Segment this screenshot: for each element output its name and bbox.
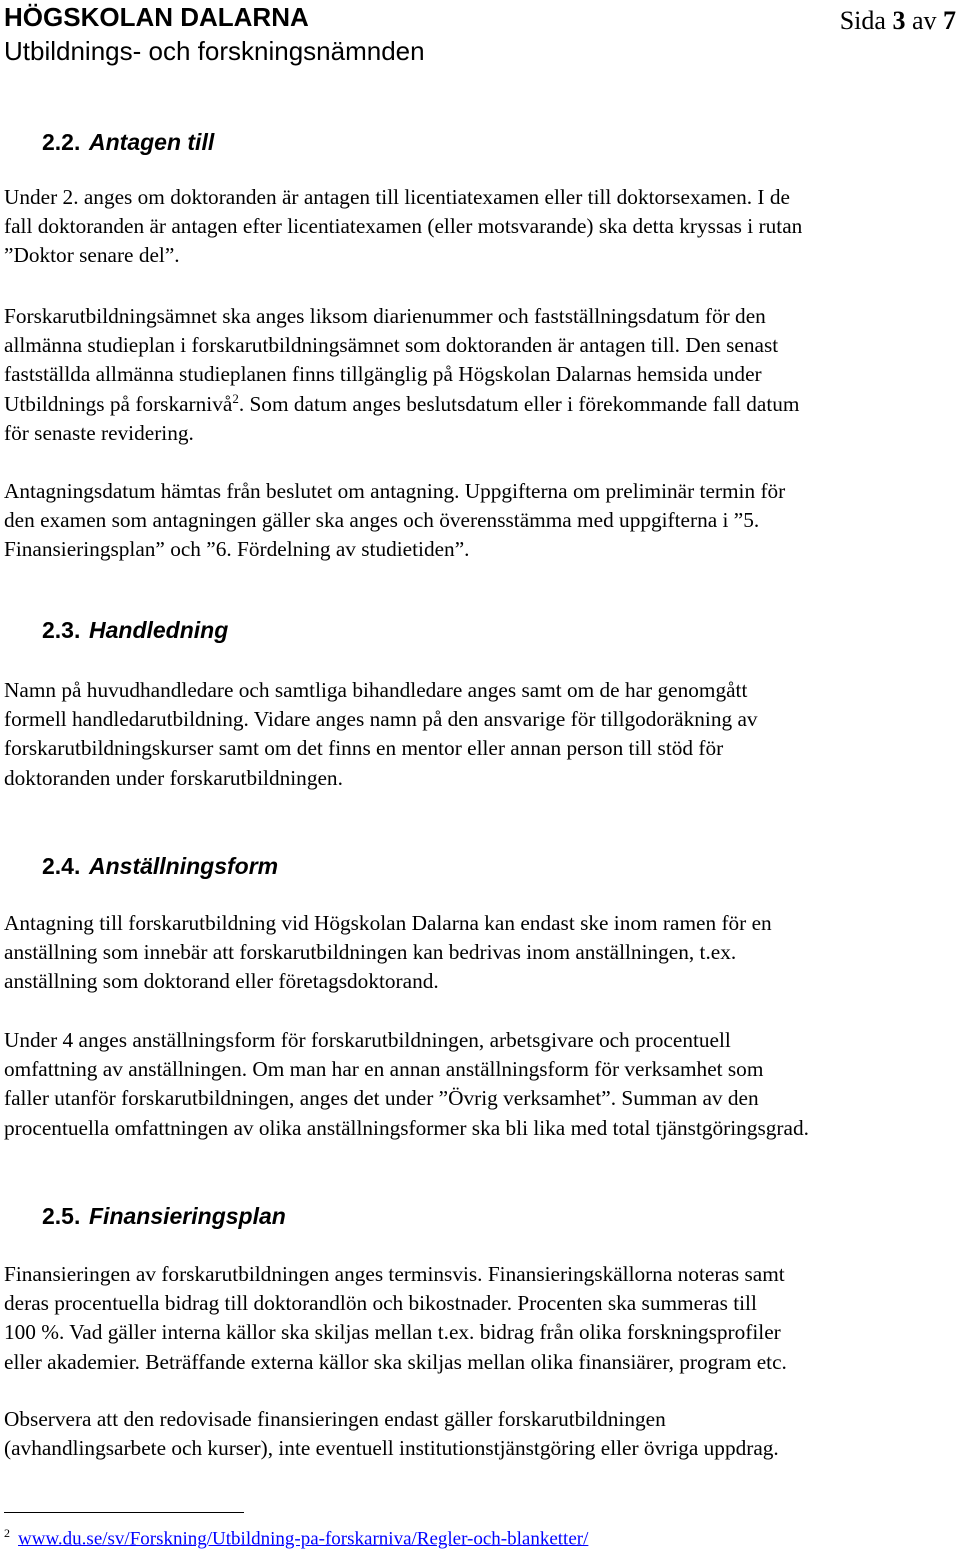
text-line: formell handledarutbildning. Vidare anges namn på den ansvarige för tillgodoräkning av — [4, 707, 758, 732]
text-line: fastställda allmänna studieplanen finns tillgänglig på Högskolan Dalarnas hemsida under — [4, 362, 762, 387]
footnote-number: 2 — [4, 1526, 10, 1540]
section-heading-2-3 — [42, 617, 228, 644]
text-line: den examen som antagningen gäller ska anges och överensstämma med uppgifterna i ”5. — [4, 508, 760, 533]
text-line — [4, 390, 960, 419]
section-heading-2-5 — [42, 1203, 286, 1230]
paragraph-2-2-2 — [4, 302, 960, 448]
text-line: procentuella omfattningen av olika anställningsformer ska bli lika med total tjänstgöringsgrad. — [4, 1115, 809, 1140]
text-line: doktoranden under forskarutbildningen. — [4, 765, 343, 790]
paragraph-2-5-1 — [4, 1260, 960, 1377]
text-line: anställning som innebär att forskarutbildningen kan bedrivas inom anställningen, t.ex. — [4, 940, 737, 965]
header-organization: HÖGSKOLAN DALARNA — [4, 2, 309, 32]
text-line: ”Doktor senare del”. — [4, 243, 180, 268]
text-line: Finansieringsplan” och ”6. Fördelning av studietiden”. — [4, 537, 470, 562]
page-indicator — [840, 6, 956, 36]
section-title: Antagen till — [89, 129, 215, 155]
page-prefix: Sida — [839, 6, 886, 35]
footnote-separator — [4, 1512, 244, 1513]
text-line: anställning som doktorand eller företagsdoktorand. — [4, 969, 439, 994]
text-line: Under 4 anges anställningsform för forskarutbildningen, arbetsgivare och procentuell — [4, 1028, 731, 1052]
page-total: 7 — [943, 6, 956, 35]
text-line: Antagningsdatum hämtas från beslutet om antagning. Uppgifterna om preliminär termin för — [4, 479, 786, 503]
section-number: 2.2. — [42, 129, 81, 155]
text-line: Under 2. anges om doktoranden är antagen till licentiatexamen eller till doktorsexamen. I de — [4, 185, 790, 209]
text-line: 100 %. Vad gäller interna källor ska skiljas mellan t.ex. bidrag från olika forskningsprofiler — [4, 1320, 781, 1345]
page-sep: av — [911, 6, 937, 35]
text-line: faller utanför forskarutbildningen, anges det under ”Övrig verksamhet”. Summan av den — [4, 1086, 759, 1111]
page-current: 3 — [892, 6, 906, 35]
text-line: eller akademier. Beträffande externa källor ska skiljas mellan olika finansiärer, program etc. — [4, 1349, 787, 1374]
section-number: 2.5. — [42, 1203, 81, 1229]
section-number: 2.3. — [42, 617, 81, 643]
section-number: 2.4. — [42, 853, 81, 879]
paragraph-2-5-2 — [4, 1405, 960, 1463]
section-title: Finansieringsplan — [89, 1203, 286, 1229]
text-line: för senaste revidering. — [4, 420, 194, 445]
paragraph-2-4-2 — [4, 1026, 960, 1143]
text-line: Observera att den redovisade finansieringen endast gäller forskarutbildningen — [4, 1407, 666, 1431]
text-line: Antagning till forskarutbildning vid Högskolan Dalarna kan endast ske inom ramen för en — [4, 911, 772, 935]
text-line: fall doktoranden är antagen efter licentiatexamen (eller motsvarande) ska detta kryssas i rutan — [4, 214, 803, 239]
paragraph-2-4-1 — [4, 909, 960, 997]
text-line: Finansieringen av forskarutbildningen anges terminsvis. Finansieringskällorna noteras samt — [4, 1262, 785, 1286]
text-segment: Utbildnings på forskarnivå — [4, 391, 233, 416]
section-title: Anställningsform — [89, 853, 279, 879]
text-line: forskarutbildningskurser samt om det finns en mentor eller annan person till stöd för — [4, 736, 724, 761]
paragraph-2-2-1 — [4, 183, 960, 271]
paragraph-2-3-1 — [4, 676, 960, 793]
text-line: deras procentuella bidrag till doktorandlön och bikostnader. Procenten ska summeras till — [4, 1291, 757, 1316]
section-heading-2-4 — [42, 853, 278, 880]
text-line: allmänna studieplan i forskarutbildningsämnet som doktoranden är antagen till. Den senast — [4, 333, 779, 358]
section-title: Handledning — [89, 617, 229, 643]
text-segment: . Som datum anges beslutsdatum eller i förekommande fall datum — [238, 391, 800, 416]
text-line: omfattning av anställningen. Om man har en annan anställningsform för verksamhet som — [4, 1057, 764, 1082]
header-unit: Utbildnings- och forskningsnämnden — [4, 36, 425, 66]
text-line: Namn på huvudhandledare och samtliga bihandledare anges samt om de har genomgått — [4, 678, 748, 702]
text-line: (avhandlingsarbete och kurser), inte eventuell institutionstjänstgöring eller övriga uppdrag. — [4, 1436, 779, 1461]
footnote-link[interactable]: www.du.se/sv/Forskning/Utbildning-pa-forskarniva/Regler-och-blanketter/ — [18, 1528, 589, 1550]
footnote — [4, 1526, 588, 1550]
section-heading-2-2 — [42, 129, 214, 156]
text-line: Forskarutbildningsämnet ska anges liksom diarienummer och fastställningsdatum för den — [4, 304, 766, 328]
paragraph-2-2-3 — [4, 477, 960, 565]
footnote-reference[interactable]: 2 — [232, 390, 239, 406]
